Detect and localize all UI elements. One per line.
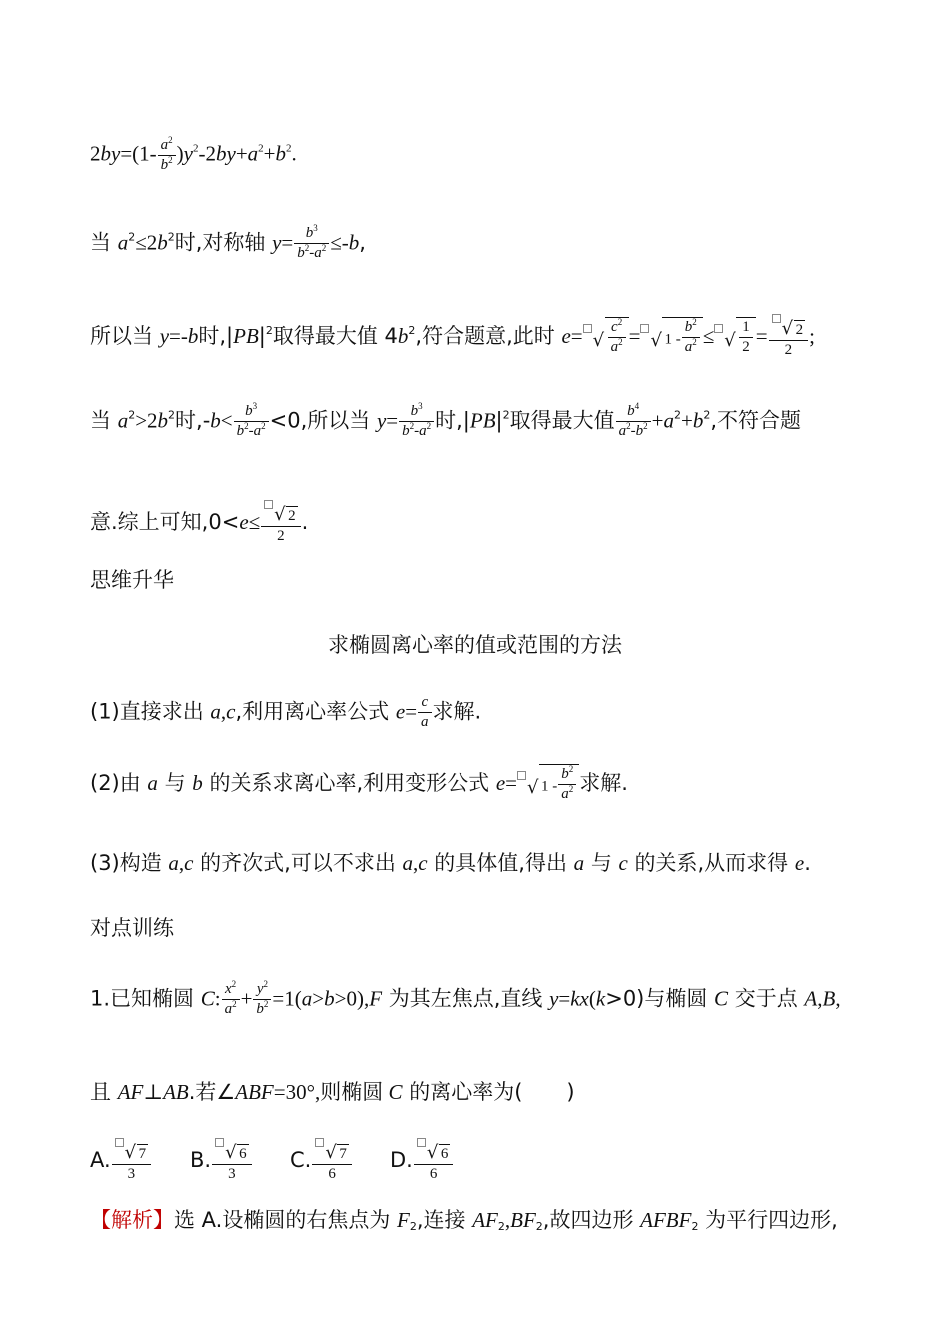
- formula-line-4: 当 $a^2>2b^2$时,-b< $\frac{b^3}{b^2-a^2}$ <0,所以当 y= $\frac{b^3}{b^2-a^2}$ 时$,|PB|^2$取得最大值 $\frac{b^4}{a^2-b^2}$ $+a^2+b^2$,不符合题: [90, 401, 801, 439]
- method-3: (3)构造 a,c 的齐次式,可以不求出 a,c 的具体值,得出 a 与 c 的关系,从而求得 e.: [90, 851, 811, 875]
- question-1-line-1: 1.已知椭圆 C: $\frac{x^2}{a^2}$ + $\frac{y^2}{b^2}$ =1(a>b>0),F 为其左焦点,直线 y=kx(k>0)与椭圆 C 交于点 A,B,: [90, 979, 841, 1017]
- method-2: (2)由 a 与 b 的关系求离心率,利用变形公式 e=√ 1 - $\frac{b^2}{a^2}$ 求解.: [90, 764, 628, 804]
- method-title: 求椭圆离心率的值或范围的方法: [328, 633, 622, 657]
- solution-tag: 【解析】: [90, 1208, 174, 1232]
- formula-line-3: 所以当 y=-b时$,|PB|^2$取得最大值 $4b^2$,符合题意,此时 e= √ $\frac{c^2}{a^2}$ =√ 1 - $\frac{b^2}{a^2}$ ≤ √ $\frac{1}{2}$ = √ $\frac{2}{2}$ ;: [90, 314, 815, 360]
- option-a[interactable]: A. √ $\frac{7}{3}$: [90, 1138, 190, 1184]
- option-c[interactable]: C. √ $\frac{7}{6}$: [290, 1138, 390, 1184]
- sqrt-c2-a2: √ $\frac{c^2}{a^2}$: [593, 317, 629, 357]
- solution-line: 【解析】选 A.设椭圆的右焦点为 $F_2$,连接 $AF_2,BF_2$,故四边形 $AFBF_2$ 为平行四边形,: [90, 1208, 838, 1233]
- option-d[interactable]: D. √ $\frac{6}{6}$: [390, 1138, 490, 1184]
- section-heading-thinking: 思维升华: [90, 568, 174, 592]
- options-row: [90, 1138, 490, 1184]
- fraction-a2-b2: $\frac{a^2}{b^2}$: [158, 136, 176, 175]
- placeholder-box: [640, 324, 649, 333]
- fraction-root2-over-2: √ $\frac{2}{2}$: [769, 314, 809, 360]
- sqrt-half: √ $\frac{1}{2}$: [724, 317, 756, 357]
- formula-line-5: 意.综上可知,0<e≤ √ $\frac{2}{2}$ .: [90, 500, 308, 546]
- formula-line-2: 当 $a^2\le 2b^2$时,对称轴 y= $\frac{b^3}{b^2-a^2}$ ≤-b,: [90, 223, 366, 261]
- fraction-axis: $\frac{b^3}{b^2-a^2}$: [294, 224, 329, 263]
- question-1-line-2: 且 AF⊥AB.若∠ABF=30°,则椭圆 C 的离心率为( ): [90, 1080, 575, 1104]
- method-1: (1)直接求出 a,c,利用离心率公式 e= $\frac{c}{a}$ 求解.: [90, 694, 482, 730]
- section-heading-practice: 对点训练: [90, 916, 174, 940]
- placeholder-box: [714, 324, 723, 333]
- placeholder-box: [583, 324, 592, 333]
- formula-line-1: 2by=(1- $\frac{a^2}{b^2}$ )$y^2-2by+a^2+b^2$.: [90, 135, 297, 173]
- sqrt-one-minus: √ 1 - $\frac{b^2}{a^2}$: [650, 317, 702, 357]
- option-b[interactable]: B. √ $\frac{6}{3}$: [190, 1138, 290, 1184]
